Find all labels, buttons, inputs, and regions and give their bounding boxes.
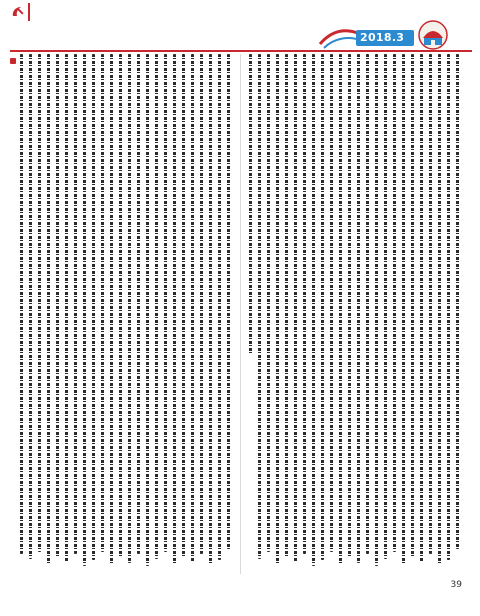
text-column [402,54,405,564]
text-column [110,54,113,564]
text-column [420,54,423,562]
column-title [28,3,54,21]
text-column [65,54,68,562]
text-column [312,54,315,566]
text-column [74,54,77,554]
text-column [456,54,459,549]
text-column [83,54,86,566]
page-number: 39 [450,580,462,590]
text-column [393,54,396,552]
text-column [285,54,288,557]
text-column [128,54,131,563]
text-column [56,54,59,557]
text-column [258,54,261,559]
text-column [20,54,23,554]
text-column [375,54,378,566]
text-column [429,54,432,554]
text-column [101,54,104,552]
article-title-marker [10,58,16,116]
text-column [303,54,306,554]
text-column [209,54,212,565]
text-column [38,54,41,552]
text-column [249,54,252,354]
text-column [339,54,342,564]
text-column [357,54,360,563]
text-column [218,54,221,560]
yurt-badge-icon [418,20,448,50]
text-column [137,54,140,554]
text-column [366,54,369,554]
text-column [47,54,50,564]
text-column [438,54,441,565]
text-column [384,54,387,559]
issue-number: 2018.3 [360,31,405,44]
text-column [294,54,297,562]
text-column [276,54,279,564]
text-column [155,54,158,559]
text-column [191,54,194,562]
text-column [321,54,324,560]
text-column [164,54,167,552]
hammer-sickle-icon [10,4,26,20]
text-column [119,54,122,558]
text-column [29,54,32,559]
header-rule [10,50,472,52]
column-divider [240,54,241,574]
text-column [411,54,414,557]
text-column [92,54,95,560]
text-column [227,54,230,549]
text-column [348,54,351,558]
text-column [330,54,333,552]
text-column [200,54,203,554]
text-column [173,54,176,564]
text-column [267,54,270,552]
text-column [182,54,185,557]
text-column [146,54,149,566]
text-column [447,54,450,560]
